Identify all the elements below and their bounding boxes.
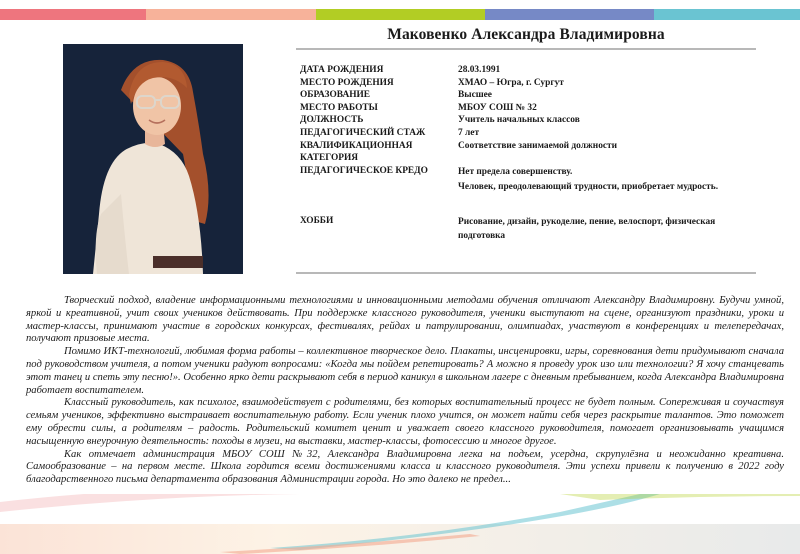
stripe-segment-peach	[146, 9, 316, 20]
info-table	[300, 64, 760, 243]
bio-paragraph: Творческий подход, владение информационными технологиями и инновационными методами обучения отличают Александру Владимировну. Будучи умной, яркой и креативной, учит своих учеников действовать. При поддержке классного руководителя, ученики выступают на сцене, организуют праздники, уроки и мастер-классы, принимают участие в городских конкурсах, фестивалях, рейдах и патрулировании, олимпиадах, участвуют в конференциях и телепередачах, получают призовые места.	[26, 295, 784, 345]
hobby-value: Рисование, дизайн, рукоделие, пение, велоспорт, физическая подготовка	[458, 216, 716, 241]
birth-place-value: ХМАО – Югра, г. Сургут	[458, 77, 564, 88]
info-value	[458, 127, 760, 140]
credo-line-1: Нет предела совершенству.	[458, 166, 573, 177]
info-label: КВАЛИФИКАЦИОННАЯ КАТЕГОРИЯ	[300, 140, 413, 164]
bottom-divider	[296, 272, 756, 274]
info-row-credo	[300, 165, 760, 195]
education-value: Высшее	[458, 90, 492, 101]
info-label: ОБРАЗОВАНИЕ	[300, 90, 371, 101]
info-row-birth-place	[300, 77, 760, 90]
portrait-photo	[63, 44, 243, 274]
workplace-value: МБОУ СОШ № 32	[458, 102, 537, 113]
info-row-birth-date	[300, 64, 760, 77]
info-row-position	[300, 114, 760, 127]
info-value	[458, 215, 760, 243]
birth-date-value: 28.03.1991	[458, 65, 501, 75]
info-value	[458, 114, 760, 127]
info-label: МЕСТО РОЖДЕНИЯ	[300, 77, 394, 88]
bio-paragraph: Помимо ИКТ-технологий, любимая форма работы – коллективное творческое дело. Плакаты, инсценировки, игры, соревнования дети придумывают сначала под руководством учителя, а потом ученики радуют вопросами: «Когда мы пойдем репетировать? А можно я проведу урок изо или технологии? Я хочу станцевать этот танец и спеть эту песню!». Особенно ярко дети раскрывают себя в период каникул в школьном лагере с дневным пребыванием, когда Александра Владимировна работает воспитателем.	[26, 346, 784, 396]
info-value	[458, 77, 760, 90]
info-label: ПЕДАГОГИЧЕСКОЕ КРЕДО	[300, 165, 428, 176]
info-label: ДОЛЖНОСТЬ	[300, 115, 364, 126]
top-divider	[296, 48, 756, 50]
info-label: ХОББИ	[300, 215, 334, 226]
stripe-segment-red	[0, 9, 146, 20]
info-row-experience	[300, 127, 760, 140]
biography-text	[26, 295, 784, 487]
person-name-heading: Маковенко Александра Владимировна	[387, 26, 665, 43]
bio-paragraph: Как отмечает администрация МБОУ СОШ №32, Александра Владимировна легка на подъем, усердна, скрупулёзна и неожиданно креативна. Самообразование – на первом месте. Школа гордится всеми достижениями класса и классного руководителя. Эти успехи привели к получению в 2022 году благодарственного письма департамента образования Администрации города. Но это далеко не предел...	[26, 448, 784, 486]
stripe-segment-blue	[485, 9, 654, 20]
info-value	[458, 165, 760, 195]
info-row-qualification	[300, 140, 760, 165]
info-value	[458, 64, 760, 77]
stripe-segment-green	[316, 9, 485, 20]
info-value	[458, 140, 760, 165]
experience-value: 7 лет	[458, 127, 480, 138]
color-stripe	[0, 9, 800, 20]
bio-paragraph: Классный руководитель, как психолог, взаимодействует с родителями, без которых воспитательный процесс не будет полным. Сопереживая и соучаствуя семьям учеников, эффективно выстраивает воспитательную работу. Если ученик плохо учится, он может найти себя через раскрытие талантов. Это поможет ему обрести силы, а родителям – радость. Родительский комитет ценит и уважает своего классного руководителя, помогает организовывать учащимся насыщенную внеурочную деятельность: походы в музеи, на выставки, мастер-классы, фотосессию и многое другое.	[26, 397, 784, 447]
bottom-decoration	[0, 494, 800, 554]
stripe-segment-cyan	[654, 9, 800, 20]
info-row-education	[300, 89, 760, 102]
info-value	[458, 89, 760, 102]
info-value	[458, 102, 760, 115]
credo-line-2: Человек, преодолевающий трудности, приобретает мудрость.	[458, 181, 719, 192]
info-row-workplace	[300, 102, 760, 115]
info-label: МЕСТО РАБОТЫ	[300, 102, 378, 113]
info-label: ДАТА РОЖДЕНИЯ	[300, 65, 384, 75]
info-label: ПЕДАГОГИЧЕСКИЙ СТАЖ	[300, 127, 426, 138]
qualification-value: Соответствие занимаемой должности	[458, 140, 618, 151]
position-value: Учитель начальных классов	[458, 115, 580, 126]
info-row-hobby	[300, 215, 760, 243]
